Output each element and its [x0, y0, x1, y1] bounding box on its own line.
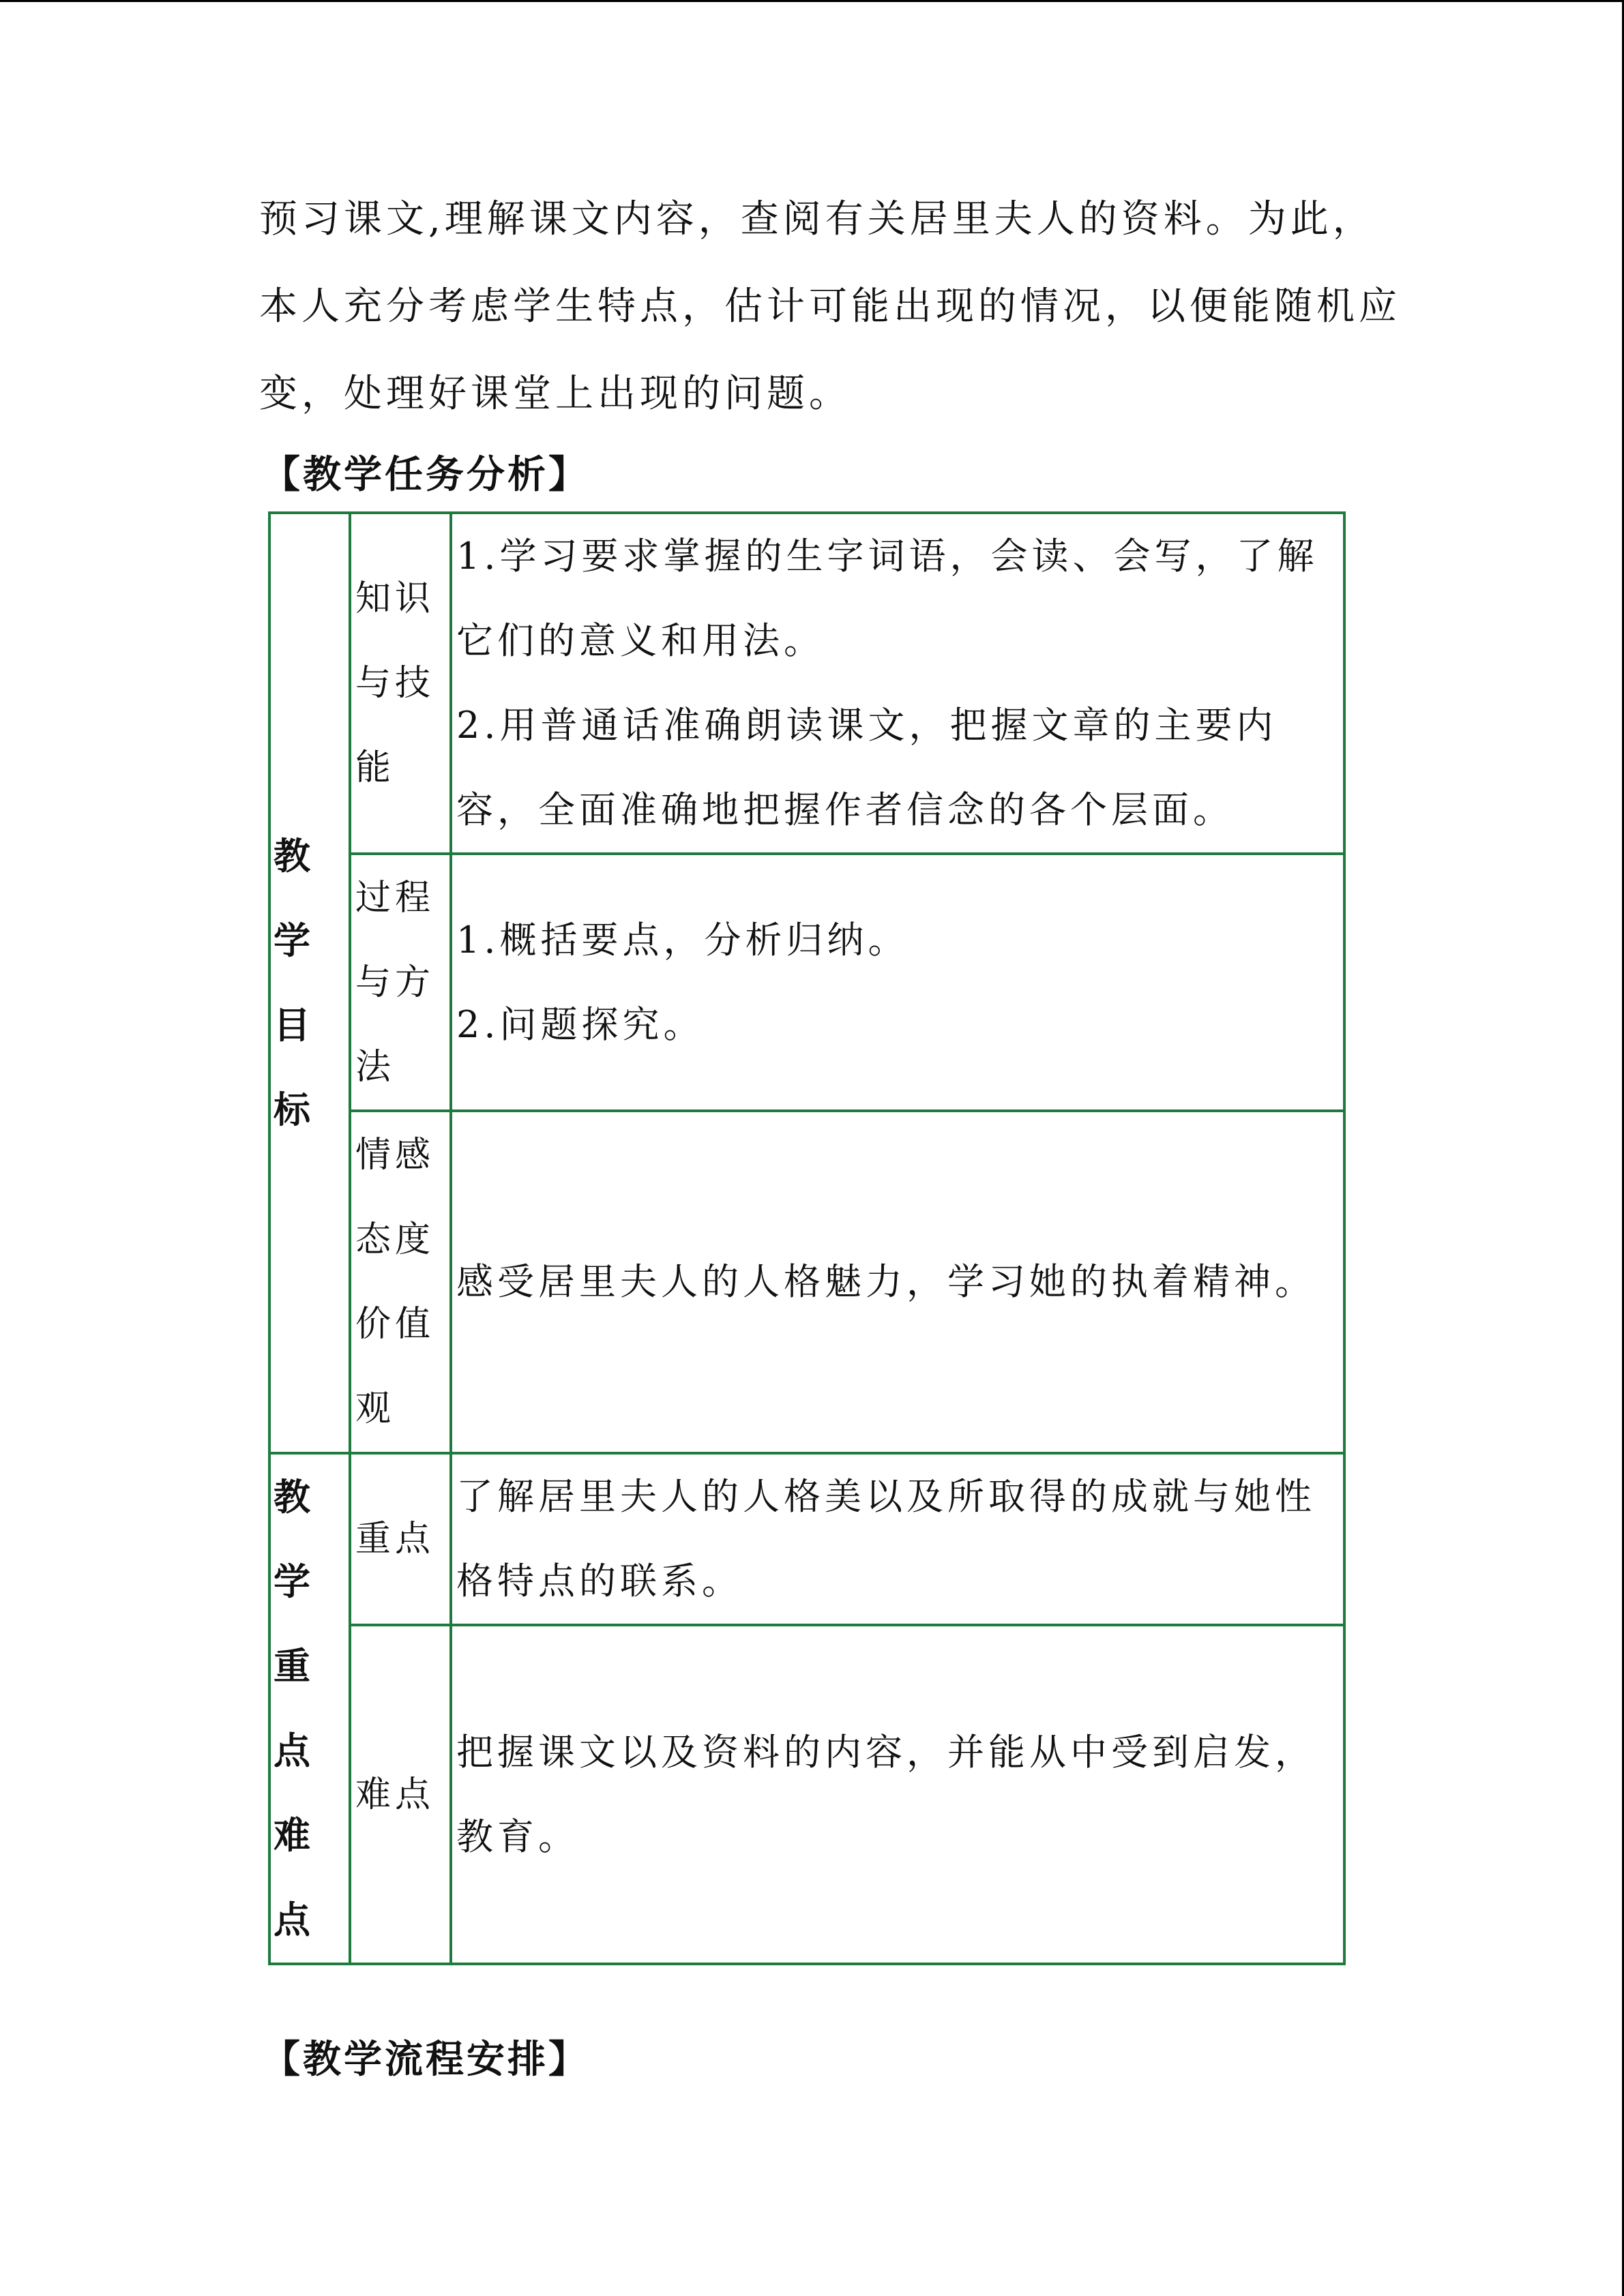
table-row-difficult-point	[269, 1625, 1344, 1964]
knowledge-skills-label: 知识 与技 能	[350, 513, 451, 854]
page-border-top	[0, 0, 1624, 2]
table-row-key-point	[269, 1453, 1344, 1625]
table-row-process	[269, 854, 1344, 1111]
table-row-knowledge	[269, 513, 1344, 854]
teaching-flow-heading: 【教学流程安排】	[262, 2038, 589, 2082]
emotion-values-content: 感受居里夫人的人格魅力，学习她的执着精神。	[451, 1111, 1344, 1453]
teaching-goals-category: 教 学 目 标	[269, 513, 350, 1453]
knowledge-skills-content: 1.学习要求掌握的生字词语，会读、会写，了解 它们的意义和用法。 2.用普通话准确朗读课文，把握文章的主要内 容，全面准确地把握作者信念的各个层面。	[451, 513, 1344, 854]
process-methods-label: 过程 与方 法	[350, 854, 451, 1111]
key-point-label: 重点	[350, 1453, 451, 1625]
intro-paragraph	[259, 176, 1401, 438]
difficult-point-content: 把握课文以及资料的内容，并能从中受到启发， 教育。	[451, 1625, 1344, 1964]
key-difficult-points-category: 教 学 重 点 难 点	[269, 1453, 350, 1964]
process-methods-content: 1.概括要点，分析归纳。 2.问题探究。	[451, 854, 1344, 1111]
intro-line: 变，处理好课堂上出现的问题。	[259, 372, 851, 416]
key-point-content: 了解居里夫人的人格美以及所取得的成就与她性 格特点的联系。	[451, 1453, 1344, 1625]
emotion-values-label: 情感 态度 价值 观	[350, 1111, 451, 1453]
table-row-emotion	[269, 1111, 1344, 1453]
task-analysis-heading: 【教学任务分析】	[262, 453, 589, 497]
intro-line: 本人充分考虑学生特点，估计可能出现的情况，以便能随机应	[259, 284, 1401, 329]
intro-line: 预习课文,理解课文内容，查阅有关居里夫人的资料。为此，	[259, 197, 1375, 241]
difficult-point-label: 难点	[350, 1625, 451, 1964]
task-analysis-table	[268, 511, 1346, 1965]
